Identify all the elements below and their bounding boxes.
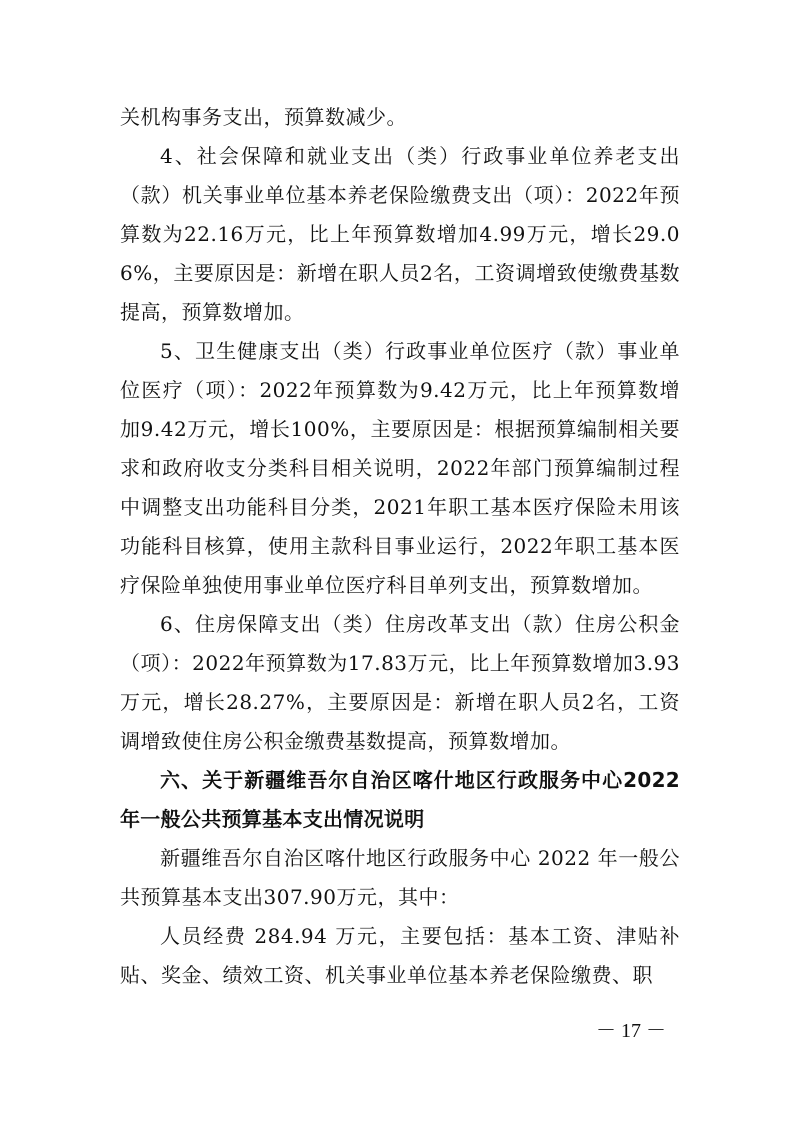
- paragraph-continuation: 关机构事务支出，预算数减少。: [120, 105, 407, 129]
- paragraph-basic-expenditure: 新疆维吾尔自治区喀什地区行政服务中心 2022 年一般公共预算基本支出307.90万元，其中：: [120, 846, 680, 909]
- paragraph-personnel-expenses: 人员经费 284.94 万元，主要包括：基本工资、津贴补贴、奖金、绩效工资、机关事业单位基本养老保险缴费、职: [120, 924, 680, 987]
- page-number: － 17 －: [596, 1020, 666, 1042]
- paragraph-item-6: 6、住房保障支出（类）住房改革支出（款）住房公积金（项）：2022年预算数为17.83万元，比上年预算数增加3.93万元，增长28.27%，主要原因是：新增在职人员2名，工资调增致使住房公积金缴费基数提高，预算数增加。: [120, 612, 680, 753]
- section-heading: 六、关于新疆维吾尔自治区喀什地区行政服务中心2022年一般公共预算基本支出情况说明: [120, 768, 680, 831]
- paragraph-item-5: 5、卫生健康支出（类）行政事业单位医疗（款）事业单位医疗（项）：2022年预算数为9.42万元，比上年预算数增加9.42万元，增长100%，主要原因是：根据预算编制相关要求和政府收支分类科目相关说明，2022年部门预算编制过程中调整支出功能科目分类，2021年职工基本医疗保险未用该功能科目核算，使用主款科目事业运行，2022年职工基本医疗保险单独使用事业单位医疗科目单列支出，预算数增加。: [120, 339, 680, 597]
- document-page: [120, 98, 680, 995]
- paragraph-item-4: 4、社会保障和就业支出（类）行政事业单位养老支出（款）机关事业单位基本养老保险缴费支出（项）：2022年预算数为22.16万元，比上年预算数增加4.99万元，增长29.06%，主要原因是：新增在职人员2名，工资调增致使缴费基数提高，预算数增加。: [120, 144, 680, 324]
